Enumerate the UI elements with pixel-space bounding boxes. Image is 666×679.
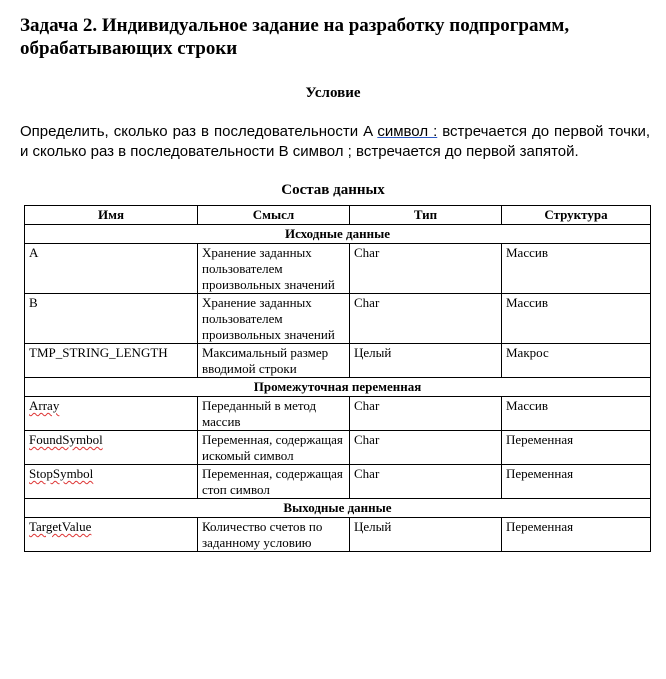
cell-structure: Макрос (502, 344, 651, 378)
column-header-type: Тип (350, 206, 502, 225)
cell-name-text: Array (29, 398, 60, 413)
cell-type: Char (350, 397, 502, 431)
cell-meaning: Переменная, содержащая стоп символ (198, 465, 350, 499)
cell-meaning: Переменная, содержащая искомый символ (198, 431, 350, 465)
cell-type: Char (350, 244, 502, 294)
cell-name-text: StopSymbol (29, 466, 94, 481)
cell-name (25, 431, 198, 465)
cell-name: TMP_STRING_LENGTH (25, 344, 198, 378)
cell-structure: Переменная (502, 431, 651, 465)
section-row-intermediate (25, 378, 651, 397)
section-row-input (25, 225, 651, 244)
cell-type: Целый (350, 518, 502, 552)
cell-structure: Переменная (502, 465, 651, 499)
column-header-structure: Структура (502, 206, 651, 225)
cell-name (25, 397, 198, 431)
task-title: Задача 2. Индивидуальное задание на разработку подпрограмм, обрабатывающих строки (20, 15, 570, 59)
cell-structure: Массив (502, 244, 651, 294)
cell-meaning: Хранение заданных пользователем произвольных значений (198, 244, 350, 294)
cell-type: Char (350, 294, 502, 344)
cell-meaning: Максимальный размер вводимой строки (198, 344, 350, 378)
table-row (25, 244, 651, 294)
cell-type: Char (350, 465, 502, 499)
cell-name-text: FoundSymbol (29, 432, 103, 447)
condition-text-part2: встречается до первой точки, и сколько раз в последовательности B символ ; встречается до первой запятой. (20, 123, 651, 160)
cell-structure: Переменная (502, 518, 651, 552)
table-row (25, 294, 651, 344)
data-table (24, 205, 651, 552)
cell-name-text: TargetValue (29, 519, 92, 534)
table-row (25, 397, 651, 431)
cell-name: B (25, 294, 198, 344)
cell-type: Char (350, 431, 502, 465)
cell-structure: Массив (502, 294, 651, 344)
column-header-name: Имя (25, 206, 198, 225)
table-row (25, 344, 651, 378)
cell-meaning: Переданный в метод массив (198, 397, 350, 431)
condition-heading: Условие (305, 85, 361, 101)
cell-name (25, 465, 198, 499)
table-header-row (25, 206, 651, 225)
condition-text (20, 122, 650, 162)
section-input-label: Исходные данные (25, 225, 651, 244)
cell-name: A (25, 244, 198, 294)
condition-text-underlined: символ : (377, 123, 438, 140)
table-row (25, 518, 651, 552)
cell-type: Целый (350, 344, 502, 378)
cell-meaning: Хранение заданных пользователем произвольных значений (198, 294, 350, 344)
cell-structure: Массив (502, 397, 651, 431)
table-row (25, 465, 651, 499)
cell-meaning: Количество счетов по заданному условию (198, 518, 350, 552)
section-row-output (25, 499, 651, 518)
column-header-meaning: Смысл (198, 206, 350, 225)
section-output-label: Выходные данные (25, 499, 651, 518)
table-row (25, 431, 651, 465)
condition-text-part1: Определить, сколько раз в последовательности A (20, 123, 378, 140)
section-intermediate-label: Промежуточная переменная (25, 378, 651, 397)
table-heading: Состав данных (281, 182, 385, 198)
cell-name (25, 518, 198, 552)
